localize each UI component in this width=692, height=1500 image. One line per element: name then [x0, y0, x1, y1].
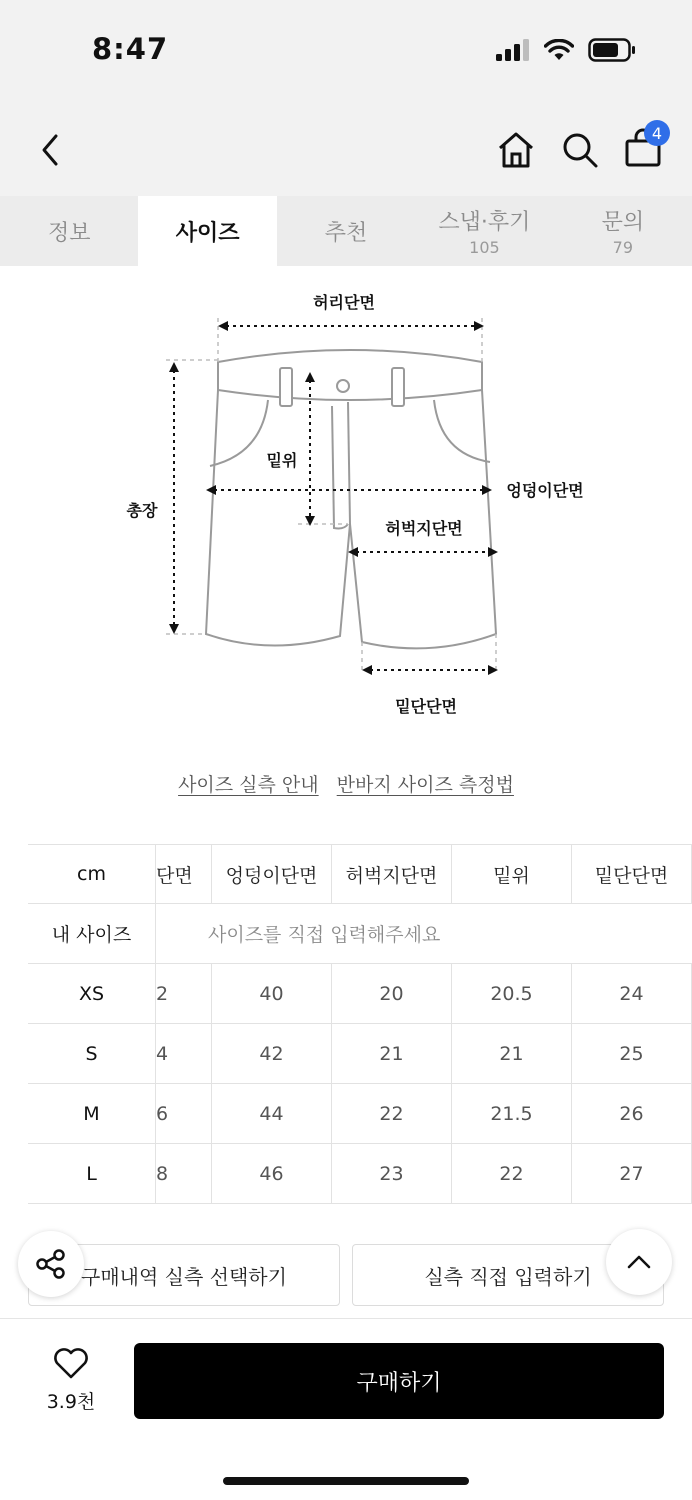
share-icon	[34, 1247, 68, 1281]
size-label: S	[28, 1024, 156, 1083]
back-button[interactable]	[34, 130, 70, 170]
table-cell: 21	[332, 1024, 452, 1083]
table-header-row	[28, 844, 692, 904]
tab-bar	[0, 196, 692, 266]
signal-icon	[496, 39, 530, 61]
label-hip: 엉덩이단면	[506, 481, 584, 500]
label-thigh: 허벅지단면	[385, 519, 463, 538]
measure-method-link[interactable]: 반바지 사이즈 측정법	[336, 774, 514, 796]
table-cell: 25	[572, 1024, 692, 1083]
header-cell: 단면	[156, 845, 212, 903]
home-indicator	[223, 1477, 469, 1485]
tab-label: 사이즈	[175, 220, 240, 246]
table-cell: 44	[212, 1084, 332, 1143]
header-cell: 엉덩이단면	[212, 845, 332, 903]
tab-label: 문의	[601, 210, 645, 235]
tab-count: 105	[469, 238, 500, 257]
tab-label: 스냅·후기	[438, 210, 531, 235]
chevron-up-icon	[624, 1247, 654, 1277]
header-cell: 밑단단면	[572, 845, 692, 903]
size-diagram	[0, 266, 692, 736]
size-label: M	[28, 1084, 156, 1143]
status-bar	[0, 0, 692, 100]
scroll-top-button[interactable]	[606, 1229, 672, 1295]
table-cell: 40	[212, 964, 332, 1023]
size-table	[28, 844, 692, 1204]
wifi-icon	[544, 39, 574, 61]
table-cell: 24	[572, 964, 692, 1023]
header-cell: 허벅지단면	[332, 845, 452, 903]
search-icon[interactable]	[560, 130, 600, 170]
battery-icon	[588, 38, 636, 62]
like-count: 3.9천	[46, 1391, 96, 1413]
my-size-label: 내 사이즈	[28, 904, 156, 963]
table-cell: 4	[156, 1024, 212, 1083]
table-cell: 20.5	[452, 964, 572, 1023]
heart-icon	[53, 1347, 89, 1379]
size-guide-link[interactable]: 사이즈 실측 안내	[178, 774, 319, 796]
table-row	[28, 1144, 692, 1204]
label-waist: 허리단면	[313, 293, 375, 312]
table-cell: 46	[212, 1144, 332, 1203]
size-label: XS	[28, 964, 156, 1023]
label-hem: 밑단단면	[395, 697, 457, 716]
table-cell: 42	[212, 1024, 332, 1083]
select-from-history-button[interactable]: 구매내역 실측 선택하기	[28, 1244, 340, 1306]
tab-info[interactable]	[0, 196, 138, 266]
header-cell: 밑위	[452, 845, 572, 903]
table-cell: 22	[332, 1084, 452, 1143]
nav-bar	[0, 100, 692, 196]
tab-size[interactable]	[138, 196, 276, 266]
table-row	[28, 964, 692, 1024]
table-cell: 21	[452, 1024, 572, 1083]
table-cell: 8	[156, 1144, 212, 1203]
size-label: L	[28, 1144, 156, 1203]
tab-snap-review[interactable]	[415, 196, 553, 266]
manual-measure-button[interactable]: 실측 직접 입력하기	[352, 1244, 664, 1306]
table-cell: 23	[332, 1144, 452, 1203]
cart-button[interactable]	[624, 123, 663, 172]
label-length: 총장	[126, 501, 158, 520]
back-icon	[34, 130, 70, 170]
table-cell: 26	[572, 1084, 692, 1143]
tab-label: 정보	[47, 220, 91, 246]
table-cell: 22	[452, 1144, 572, 1203]
my-size-input[interactable]: 사이즈를 직접 입력해주세요	[208, 924, 441, 946]
table-cell: 20	[332, 964, 452, 1023]
measure-button-row	[28, 1244, 664, 1306]
table-row	[28, 1024, 692, 1084]
status-icons	[496, 38, 636, 62]
size-guide-links	[0, 770, 692, 797]
like-button[interactable]	[36, 1347, 106, 1414]
table-row	[28, 1084, 692, 1144]
bottom-bar	[0, 1318, 692, 1500]
share-button[interactable]	[18, 1231, 84, 1297]
buy-button[interactable]: 구매하기	[134, 1343, 664, 1419]
table-cell: 27	[572, 1144, 692, 1203]
table-cell: 6	[156, 1084, 212, 1143]
tab-label: 추천	[324, 220, 368, 246]
tab-recommend[interactable]	[277, 196, 415, 266]
nav-icons	[496, 123, 663, 172]
cart-count-badge: 4	[644, 120, 670, 146]
unit-label: cm	[28, 845, 156, 903]
home-icon[interactable]	[496, 130, 536, 170]
label-rise: 밑위	[266, 451, 298, 470]
tab-count: 79	[612, 238, 633, 257]
table-cell: 21.5	[452, 1084, 572, 1143]
status-time: 8:47	[92, 32, 169, 66]
my-size-row[interactable]	[28, 904, 692, 964]
table-cell: 2	[156, 964, 212, 1023]
tab-inquiry[interactable]	[554, 196, 692, 266]
